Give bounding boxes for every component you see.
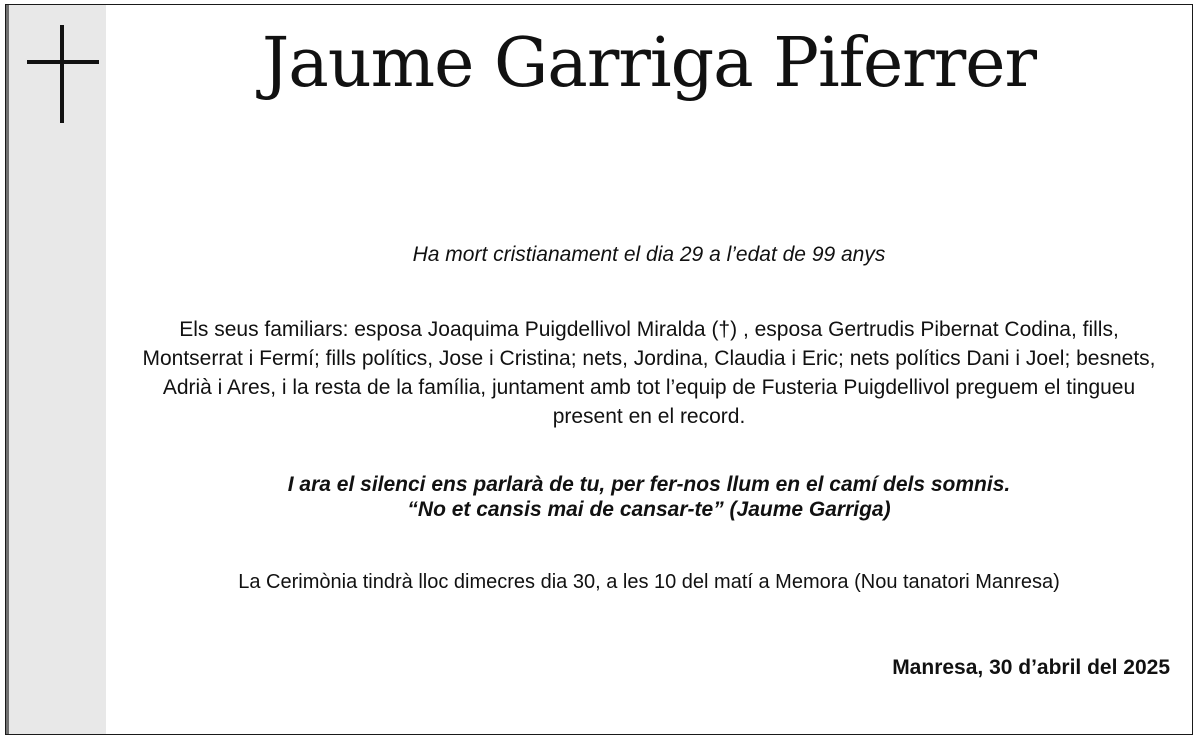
latin-cross-icon — [27, 25, 99, 123]
quote-line-2: “No et cansis mai de cansar-te” (Jaume Garriga) — [407, 498, 891, 521]
quote-line-1: I ara el silenci ens parlarà de tu, per fer-nos llum en el camí dels somnis. — [287, 473, 1011, 496]
family-members-paragraph: Els seus familiars: esposa Joaquima Puigdellivol Miralda (†) , esposa Gertrudis Pibernat Codina, fills, Montserrat i Fermí; fills polítics, Jose i Cristina; nets, Jordina, Claudia i Eric; nets polítics Dani i Joel; besnets, Adrià i Ares, i la resta de la família, juntament amb tot l’equip de Fusteria Puigdellivol preguem el tingueu present en el record. — [142, 318, 1156, 428]
left-side-band — [6, 5, 106, 734]
deceased-name: Jaume Garriga Piferrer — [262, 24, 1036, 103]
place-and-date: Manresa, 30 d’abril del 2025 — [892, 656, 1170, 679]
ceremony-details: La Cerimònia tindrà lloc dimecres dia 30, a les 10 del matí a Memora (Nou tanatori Manresa) — [238, 571, 1060, 593]
memorial-quote — [106, 472, 1192, 522]
death-announcement: Ha mort cristianament el dia 29 a l’edat de 99 anys — [412, 243, 886, 266]
obituary-notice — [5, 4, 1193, 735]
notice-content — [106, 5, 1192, 734]
